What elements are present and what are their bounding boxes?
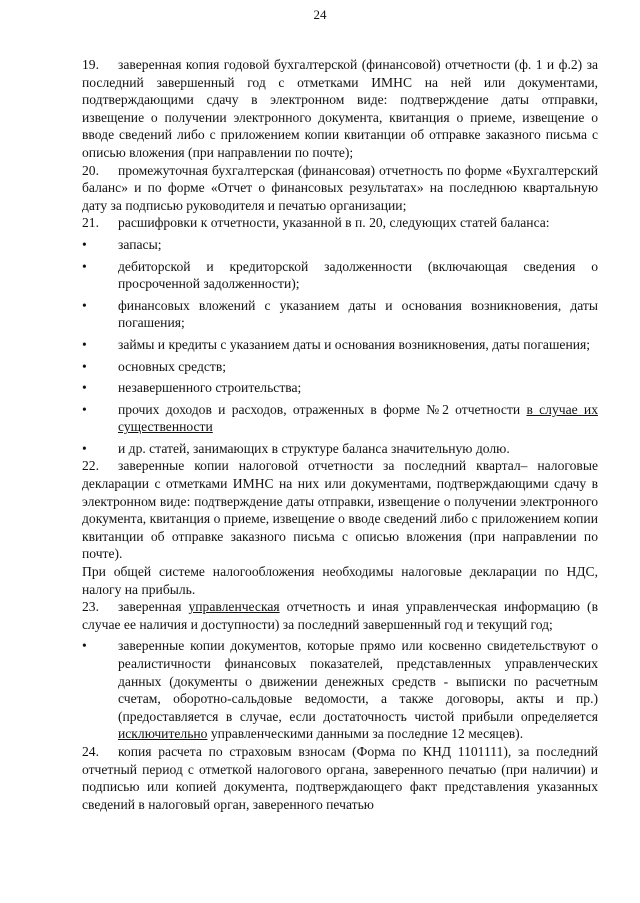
bullet-icon: •: [82, 401, 87, 417]
item-text: отчетность и иная управленческая информацию (в случае ее наличия и доступности) за последний завершенный год и текущий год;: [82, 599, 598, 632]
item-24: [82, 743, 598, 813]
document-body: [82, 56, 598, 813]
page-number: 24: [313, 7, 327, 22]
item-number: 24.: [82, 743, 99, 759]
underlined-text: управленческая: [188, 599, 280, 615]
bullet-text: запасы;: [118, 236, 162, 252]
bullet-item-23: [82, 637, 598, 743]
item-23: [82, 598, 598, 633]
bullet-item: [82, 236, 598, 254]
bullet-icon: •: [82, 336, 87, 352]
bullet-item-other: [82, 440, 598, 458]
bullet-icon: •: [82, 638, 87, 654]
item-number: 20.: [82, 162, 99, 178]
bullet-text: незавершенного строительства;: [118, 380, 302, 396]
bullet-text: прочих доходов и расходов, отраженных в форме №2 отчетности: [118, 401, 527, 417]
item-21: [82, 214, 598, 232]
bullet-item: [82, 258, 598, 293]
item-number: 23.: [82, 599, 99, 615]
item-text: копия расчета по страховым взносам (Форма по КНД 1101111), за последний отчетный период с отметкой налогового органа, заверенного печатью (при наличии) и подписью или копией документа, подтверждающего факт представления указанных сведений в налоговый орган, заверенного печатью: [82, 743, 598, 812]
item-number: 22.: [82, 458, 99, 474]
bullet-item: [82, 358, 598, 376]
item-22: [82, 457, 598, 563]
item-text: промежуточная бухгалтерская (финансовая) отчетность по форме «Бухгалтерский баланс» и по форме «Отчет о финансовых результатах» на последнюю квартальную дату за подписью руководителя и печатью организации;: [82, 162, 598, 213]
bullet-icon: •: [82, 297, 87, 313]
underlined-text: исключительно: [118, 726, 208, 742]
bullet-text: заверенные копии документов, которые прямо или косвенно свидетельствуют о реалистичности финансовых показателей, представленных управленческих данных (документы о движении денежных средств - выписки по расчетным счетам, оборотно-сальдовые ведомости, а также договоры, акты и пр.) (предоставляется в случае, если достаточность чистой прибыли определяется: [118, 638, 598, 724]
bullet-text: управленческими данными за последние 12 месяцев).: [207, 726, 524, 742]
item-19: [82, 56, 598, 162]
bullet-text: дебиторской и кредиторской задолженности (включающая сведения о просроченной задолженности);: [118, 258, 598, 292]
item-number: 19.: [82, 57, 99, 72]
bullet-icon: •: [82, 380, 87, 396]
item-text: заверенные копии налоговой отчетности за последний квартал– налоговые декларации с отметками ИМНС на них или документами, подтверждающими сдачу в электронном виде: подтверждение даты отправки, извещение о получении электронного документа, квитанция о приеме, извещение о вводе сведений либо с приложением копии квитанции об отправке заказного письма с описью вложения (при направлении по почте).: [82, 458, 598, 562]
bullet-item: [82, 379, 598, 397]
bullet-item: [82, 336, 598, 354]
bullet-icon: •: [82, 440, 87, 456]
item-20: [82, 162, 598, 215]
bullet-item: [82, 297, 598, 332]
bullet-item-income: [82, 401, 598, 436]
bullet-text: займы и кредиты с указанием даты и основания возникновения, даты погашения;: [118, 336, 591, 352]
bullet-text: и др. статей, занимающих в структуре баланса значительную долю.: [118, 440, 510, 456]
bullet-icon: •: [82, 358, 87, 374]
item-text: расшифровки к отчетности, указанной в п. 20, следующих статей баланса:: [118, 215, 550, 231]
bullet-text: финансовых вложений с указанием даты и основания возникновения, даты погашения;: [118, 297, 598, 331]
general-tax-note: При общей системе налогообложения необходимы налоговые декларации по НДС, налогу на прибыль.: [82, 564, 598, 597]
underlined-text: в случае их существенности: [118, 401, 599, 435]
bullet-icon: •: [82, 258, 87, 274]
item-number: 21.: [82, 215, 99, 231]
bullet-icon: •: [82, 236, 87, 252]
item-text: заверенная копия годовой бухгалтерской (финансовой) отчетности (ф. 1 и ф.2) за последний завершенный год с отметками ИМНС на ней или документами, подтверждающими сдачу в электронном виде: подтверждение даты отправки, извещение о получении электронного документа, квитанция о приеме, извещение о вводе сведений либо с приложением копии квитанции об отправке заказного письма с описью вложения (при направлении по почте);: [82, 57, 598, 160]
item-text: заверенная: [118, 599, 189, 615]
bullet-text: основных средств;: [118, 358, 227, 374]
